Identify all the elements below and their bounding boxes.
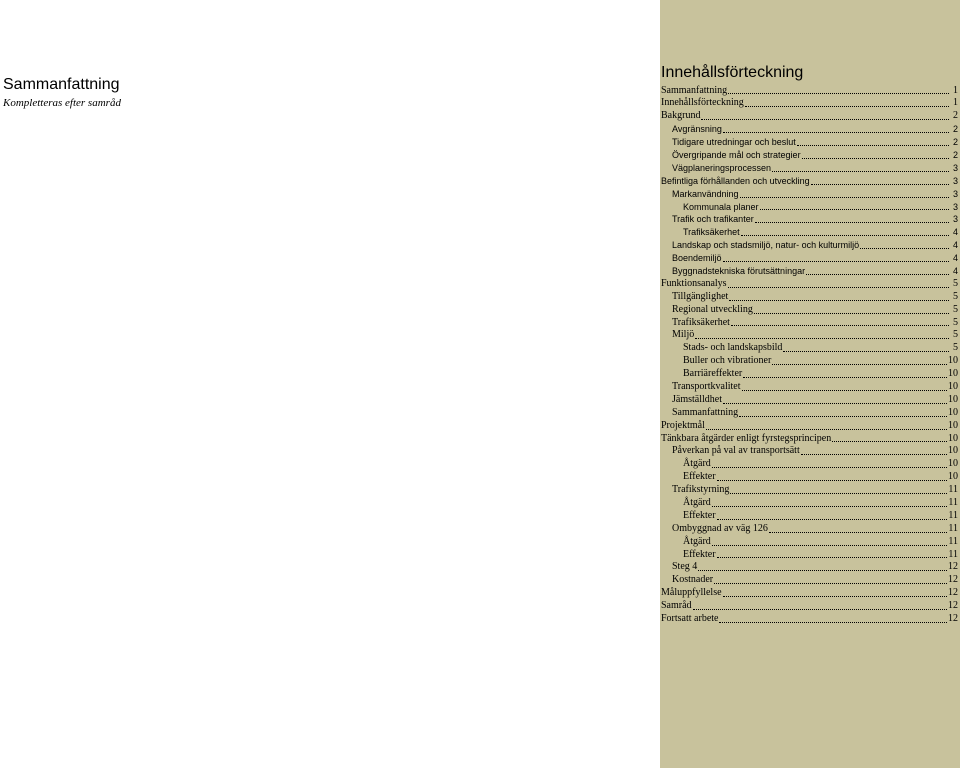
toc-entry[interactable] — [661, 226, 958, 239]
toc-leader-dots — [832, 440, 947, 442]
toc-leader-dots — [728, 286, 949, 288]
toc-leader-dots — [712, 466, 947, 468]
toc-leader-dots — [719, 621, 947, 623]
toc-leader-dots — [754, 312, 949, 314]
toc-leader-dots — [728, 92, 949, 94]
toc-leader-dots — [723, 260, 949, 262]
toc-entry-page: 2 — [952, 149, 958, 160]
toc-entry-label: Trafik och trafikanter — [672, 214, 754, 225]
toc-entry-page: 3 — [952, 188, 958, 199]
toc-entry[interactable] — [661, 355, 958, 368]
toc-entry[interactable] — [661, 420, 958, 433]
toc-entry-page: 10 — [948, 406, 958, 418]
toc-entry[interactable] — [661, 574, 958, 587]
toc-entry[interactable] — [661, 381, 958, 394]
toc-entry[interactable] — [661, 175, 958, 188]
toc-leader-dots — [723, 131, 949, 133]
toc-entry-page: 1 — [953, 97, 958, 109]
toc-entry-label: Barriäreffekter — [683, 368, 743, 380]
toc-entry-label: Samråd — [661, 600, 692, 612]
summary-title: Sammanfattning — [3, 76, 120, 93]
toc-entry-page: 10 — [948, 393, 958, 405]
toc-entry[interactable] — [661, 85, 958, 98]
toc-entry-label: Påverkan på val av transportsätt — [672, 445, 800, 457]
toc-leader-dots — [811, 183, 949, 185]
toc-entry-label: Kostnader — [672, 574, 714, 586]
toc-entry[interactable] — [661, 561, 958, 574]
toc-entry[interactable] — [661, 291, 958, 304]
toc-title: Innehållsförteckning — [661, 64, 804, 81]
toc-leader-dots — [769, 531, 948, 533]
toc-entry-label: Landskap och stadsmiljö, natur- och kulturmiljö — [672, 240, 860, 251]
toc-entry-page: 12 — [948, 574, 958, 586]
toc-entry[interactable] — [661, 433, 958, 446]
toc-entry-label: Funktionsanalys — [661, 277, 727, 289]
toc-entry-page: 12 — [948, 561, 958, 573]
toc-entry[interactable] — [661, 162, 958, 175]
toc-leader-dots — [698, 569, 947, 571]
toc-entry[interactable] — [661, 329, 958, 342]
toc-entry-label: Trafikstyrning — [672, 484, 730, 496]
toc-leader-dots — [701, 118, 949, 120]
toc-entry-label: Byggnadstekniska förutsättningar — [672, 265, 806, 276]
toc-leader-dots — [723, 595, 947, 597]
toc-entry-label: Tillgänglighet — [672, 290, 729, 302]
toc-entry-page: 10 — [948, 445, 958, 457]
toc-entry-page: 5 — [953, 290, 958, 302]
toc-entry-page: 10 — [948, 458, 958, 470]
toc-entry[interactable] — [661, 458, 958, 471]
toc-entry-label: Åtgärd — [683, 535, 711, 547]
toc-leader-dots — [742, 389, 947, 391]
toc-entry-label: Transportkvalitet — [672, 380, 741, 392]
toc-entry[interactable] — [661, 110, 958, 123]
toc-leader-dots — [783, 350, 949, 352]
toc-leader-dots — [723, 402, 947, 404]
toc-entry-page: 4 — [952, 253, 958, 264]
toc-entry-label: Boendemiljö — [672, 253, 722, 264]
toc-entry-label: Miljö — [672, 329, 695, 341]
toc-entry[interactable] — [661, 252, 958, 265]
toc-entry-page: 11 — [948, 548, 958, 560]
toc-leader-dots — [797, 144, 949, 146]
toc-entry[interactable] — [661, 587, 958, 600]
toc-leader-dots — [731, 324, 949, 326]
toc-leader-dots — [695, 337, 949, 339]
toc-leader-dots — [806, 273, 949, 275]
toc-entry[interactable] — [661, 484, 958, 497]
toc-entry-page: 2 — [952, 124, 958, 135]
toc-entry-label: Fortsatt arbete — [661, 613, 719, 625]
toc-entry[interactable] — [661, 188, 958, 201]
toc-entry-label: Innehållsförteckning — [661, 97, 744, 109]
toc-entry[interactable] — [661, 136, 958, 149]
toc-entry-label: Kommunala planer — [683, 201, 759, 212]
toc-entry-label: Stads- och landskapsbild — [683, 342, 783, 354]
toc-list — [661, 85, 958, 626]
toc-leader-dots — [760, 208, 949, 210]
toc-leader-dots — [712, 505, 948, 507]
toc-leader-dots — [717, 556, 948, 558]
toc-entry[interactable] — [661, 123, 958, 136]
toc-entry-label: Åtgärd — [683, 497, 711, 508]
toc-entry-page: 4 — [952, 227, 958, 238]
toc-entry-label: Markanvändning — [672, 188, 739, 199]
toc-leader-dots — [706, 428, 947, 430]
toc-entry-label: Befintliga förhållanden och utveckling — [661, 175, 810, 186]
toc-entry-label: Trafiksäkerhet — [683, 227, 740, 238]
toc-entry-page: 5 — [953, 277, 958, 289]
toc-entry[interactable] — [661, 201, 958, 214]
toc-entry[interactable] — [661, 304, 958, 317]
toc-entry-label: Ombyggnad av väg 126 — [672, 522, 768, 534]
summary-note: Kompletteras efter samråd — [3, 97, 121, 109]
toc-entry[interactable] — [661, 97, 958, 110]
toc-entry-label: Tidigare utredningar och beslut — [672, 137, 796, 148]
toc-entry[interactable] — [661, 394, 958, 407]
toc-entry-page: 12 — [948, 613, 958, 625]
toc-entry-page: 11 — [948, 484, 958, 496]
toc-leader-dots — [717, 479, 947, 481]
toc-entry[interactable] — [661, 549, 958, 562]
toc-entry-page: 12 — [948, 600, 958, 612]
toc-entry[interactable] — [661, 149, 958, 162]
toc-entry-label: Trafiksäkerhet — [672, 316, 730, 328]
toc-entry-page: 5 — [953, 316, 958, 328]
toc-entry-label: Effekter — [683, 509, 716, 521]
toc-entry-page: 10 — [948, 419, 958, 431]
toc-entry-label: Steg 4 — [672, 561, 698, 573]
toc-leader-dots — [740, 196, 949, 198]
toc-entry-label: Effekter — [683, 548, 716, 560]
toc-entry-page: 10 — [948, 380, 958, 392]
toc-entry[interactable] — [661, 497, 958, 510]
toc-entry[interactable] — [661, 278, 958, 291]
toc-entry-page: 2 — [953, 110, 958, 122]
toc-entry-page: 10 — [948, 355, 958, 367]
toc-leader-dots — [712, 544, 948, 546]
toc-entry-page: 3 — [952, 175, 958, 186]
toc-entry-page: 4 — [952, 240, 958, 251]
toc-entry[interactable] — [661, 342, 958, 355]
toc-entry-page: 12 — [948, 587, 958, 599]
toc-entry[interactable] — [661, 445, 958, 458]
toc-entry-page: 3 — [952, 201, 958, 212]
toc-leader-dots — [739, 415, 947, 417]
toc-entry-label: Bakgrund — [661, 110, 701, 122]
toc-entry-label: Måluppfyllelse — [661, 587, 722, 599]
toc-leader-dots — [729, 299, 949, 301]
toc-entry-label: Vägplaneringsprocessen — [672, 162, 772, 173]
toc-entry-page: 5 — [953, 342, 958, 354]
toc-leader-dots — [801, 453, 947, 455]
toc-entry-page: 10 — [948, 368, 958, 380]
toc-entry[interactable] — [661, 536, 958, 549]
toc-entry-label: Buller och vibrationer — [683, 355, 772, 367]
toc-leader-dots — [772, 363, 947, 365]
toc-entry-page: 2 — [952, 137, 958, 148]
toc-entry-page: 10 — [948, 471, 958, 483]
toc-leader-dots — [730, 492, 947, 494]
toc-leader-dots — [860, 247, 949, 249]
toc-entry[interactable] — [661, 613, 958, 626]
toc-entry-label: Sammanfattning — [661, 84, 728, 96]
toc-entry[interactable] — [661, 510, 958, 523]
toc-entry-label: Åtgärd — [683, 458, 711, 470]
toc-entry-page: 5 — [953, 329, 958, 341]
toc-leader-dots — [693, 608, 947, 610]
toc-leader-dots — [755, 221, 949, 223]
toc-leader-dots — [745, 105, 949, 107]
right-page — [660, 0, 960, 768]
toc-entry-page: 3 — [952, 214, 958, 225]
toc-leader-dots — [743, 376, 947, 378]
toc-entry[interactable] — [661, 368, 958, 381]
toc-entry-label: Effekter — [683, 471, 716, 483]
toc-entry[interactable] — [661, 265, 958, 278]
toc-entry-label: Jämställdhet — [672, 393, 722, 405]
toc-entry-label: Övergripande mål och strategier — [672, 149, 801, 160]
toc-entry[interactable] — [661, 317, 958, 330]
toc-entry[interactable] — [661, 213, 958, 226]
toc-entry-page: 11 — [948, 497, 958, 508]
toc-entry-label: Projektmål — [661, 419, 705, 431]
toc-entry[interactable] — [661, 471, 958, 484]
toc-leader-dots — [717, 518, 948, 520]
toc-entry-page: 11 — [948, 522, 958, 534]
toc-entry-label: Avgränsning — [672, 124, 722, 135]
toc-leader-dots — [714, 582, 947, 584]
toc-leader-dots — [741, 234, 949, 236]
toc-entry-label: Sammanfattning — [672, 406, 739, 418]
toc-entry-label: Tänkbara åtgärder enligt fyrstegsprincipen — [661, 432, 832, 444]
toc-entry-page: 5 — [953, 303, 958, 315]
toc-entry-page: 3 — [952, 162, 958, 173]
toc-entry[interactable] — [661, 600, 958, 613]
toc-entry-page: 1 — [953, 84, 958, 96]
toc-entry[interactable] — [661, 523, 958, 536]
toc-entry-page: 10 — [948, 432, 958, 444]
toc-entry[interactable] — [661, 239, 958, 252]
toc-leader-dots — [772, 170, 949, 172]
toc-entry-label: Regional utveckling — [672, 303, 753, 315]
toc-entry-page: 11 — [948, 509, 958, 521]
toc-entry-page: 11 — [948, 535, 958, 547]
toc-entry[interactable] — [661, 407, 958, 420]
toc-leader-dots — [802, 157, 949, 159]
toc-entry-page: 4 — [952, 265, 958, 276]
